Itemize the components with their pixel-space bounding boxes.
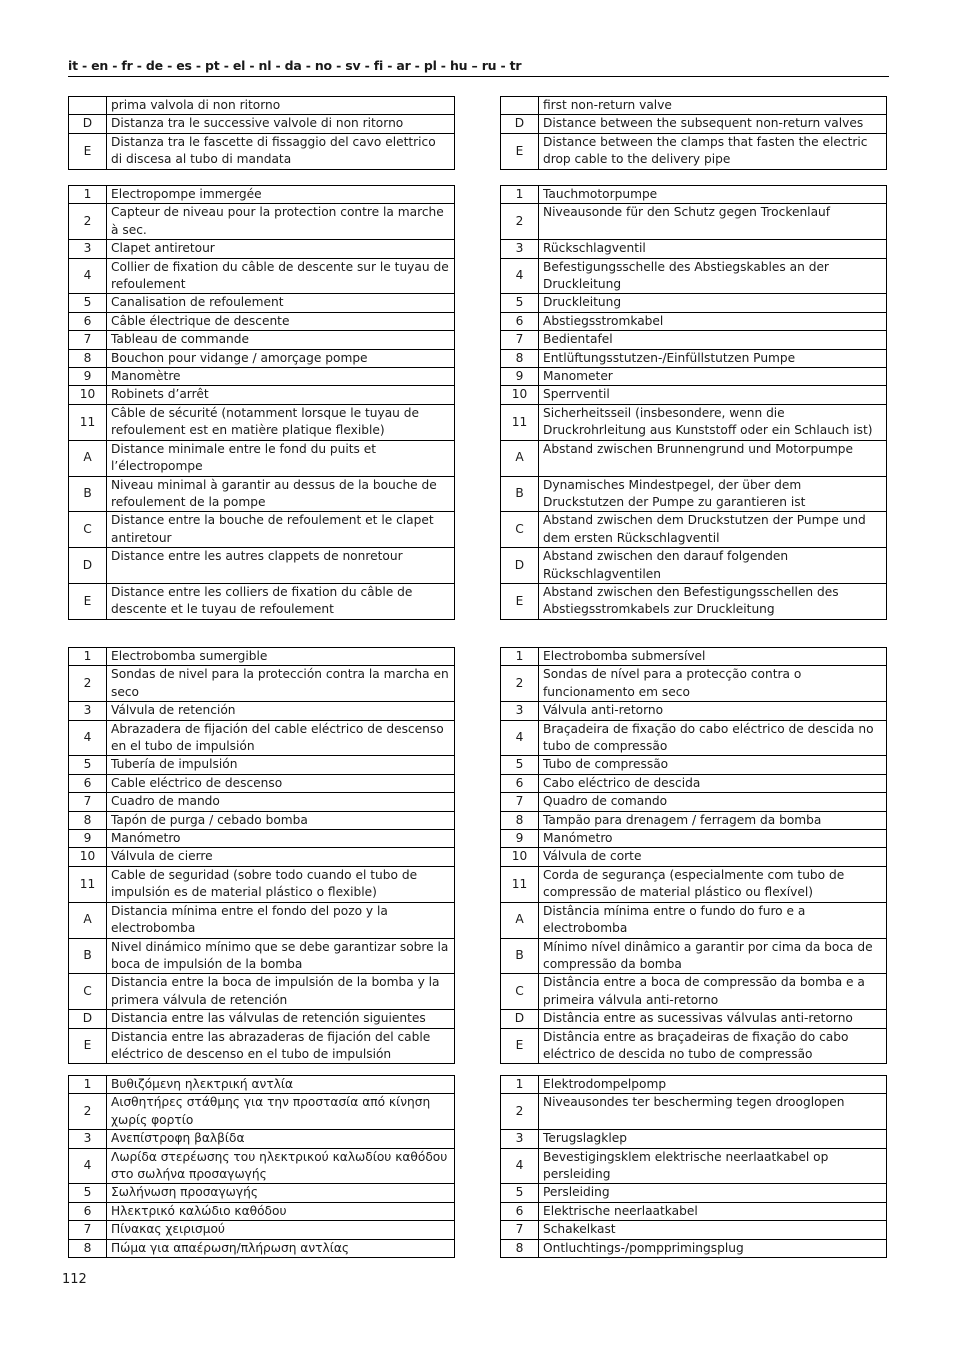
row-description: Manometer bbox=[539, 368, 887, 386]
table-row bbox=[69, 1239, 455, 1257]
row-key: 1 bbox=[501, 186, 539, 204]
row-key: 1 bbox=[501, 1076, 539, 1094]
row-description: Distance entre les autres clappets de nonretour bbox=[107, 548, 455, 584]
row-description: Válvula de retención bbox=[107, 702, 455, 720]
row-key: B bbox=[501, 938, 539, 974]
row-description: Electropompe immergée bbox=[107, 186, 455, 204]
row-description: Cable eléctrico de descenso bbox=[107, 774, 455, 792]
table-row bbox=[69, 720, 455, 756]
row-description: Distancia entre las válvulas de retención siguientes bbox=[107, 1010, 455, 1028]
legend-nl-block bbox=[500, 1075, 887, 1258]
row-description: Tubo de compressão bbox=[539, 756, 887, 774]
row-key: 3 bbox=[69, 1130, 107, 1148]
row-description: Câble électrique de descente bbox=[107, 312, 455, 330]
table-row bbox=[69, 1148, 455, 1184]
row-description: Ανεπίστροφη βαλβίδα bbox=[107, 1130, 455, 1148]
row-description: Bouchon pour vidange / amorçage pompe bbox=[107, 349, 455, 367]
table-row bbox=[501, 1094, 887, 1130]
table-row bbox=[69, 1184, 455, 1202]
row-key: 7 bbox=[69, 793, 107, 811]
table-row bbox=[69, 97, 455, 115]
table-row bbox=[69, 115, 455, 133]
row-description: Abstand zwischen den darauf folgenden Rückschlagventilen bbox=[539, 548, 887, 584]
row-description: Βυθιζόμενη ηλεκτρική αντλία bbox=[107, 1076, 455, 1094]
table-row bbox=[69, 666, 455, 702]
row-description: Distância entre as sucessivas válvulas anti-retorno bbox=[539, 1010, 887, 1028]
legend-table-el bbox=[68, 1075, 455, 1258]
row-description: Niveausonde für den Schutz gegen Trockenlauf bbox=[539, 204, 887, 240]
row-description: Tampão para drenagem / ferragem da bomba bbox=[539, 811, 887, 829]
row-description: Distância entre as braçadeiras de fixação do cabo eléctrico de descida no tubo de compressão bbox=[539, 1028, 887, 1064]
row-key: 3 bbox=[69, 702, 107, 720]
row-description: Válvula de cierre bbox=[107, 848, 455, 866]
legend-table-nl bbox=[500, 1075, 887, 1258]
table-row bbox=[69, 386, 455, 404]
row-description: Cabo eléctrico de descida bbox=[539, 774, 887, 792]
page-number: 112 bbox=[62, 1272, 87, 1287]
row-description: Distance between the subsequent non-return valves bbox=[539, 115, 887, 133]
table-row bbox=[69, 811, 455, 829]
row-description: Niveausondes ter bescherming tegen drooglopen bbox=[539, 1094, 887, 1130]
table-row bbox=[501, 440, 887, 476]
table-row bbox=[501, 512, 887, 548]
row-key: 7 bbox=[501, 1221, 539, 1239]
row-key: 10 bbox=[501, 848, 539, 866]
legend-table-de bbox=[500, 185, 887, 620]
row-key: 4 bbox=[501, 1148, 539, 1184]
row-key: A bbox=[501, 902, 539, 938]
table-row bbox=[69, 512, 455, 548]
table-row bbox=[501, 1028, 887, 1064]
table-row bbox=[501, 866, 887, 902]
row-key: E bbox=[501, 583, 539, 619]
table-row bbox=[501, 830, 887, 848]
row-key: 2 bbox=[501, 666, 539, 702]
table-row bbox=[501, 1202, 887, 1220]
row-description: Manomètre bbox=[107, 368, 455, 386]
row-key: E bbox=[501, 1028, 539, 1064]
row-key: 11 bbox=[501, 404, 539, 440]
row-key: 10 bbox=[69, 848, 107, 866]
row-description: Braçadeira de fixação do cabo eléctrico de descida no tubo de compressão bbox=[539, 720, 887, 756]
table-row bbox=[69, 548, 455, 584]
table-row bbox=[501, 811, 887, 829]
table-row bbox=[501, 404, 887, 440]
table-row bbox=[69, 1130, 455, 1148]
row-description: Abstiegsstromkabel bbox=[539, 312, 887, 330]
table-row bbox=[501, 1130, 887, 1148]
row-description: Canalisation de refoulement bbox=[107, 294, 455, 312]
row-key: E bbox=[69, 1028, 107, 1064]
row-key: C bbox=[501, 512, 539, 548]
row-description: Corda de segurança (especialmente com tubo de compressão de material plástico ou flexível) bbox=[539, 866, 887, 902]
row-key: D bbox=[501, 115, 539, 133]
row-description: first non-return valve bbox=[539, 97, 887, 115]
row-description: Cable de seguridad (sobre todo cuando el tubo de impulsión es de material plástico o flexible) bbox=[107, 866, 455, 902]
row-key: 5 bbox=[501, 1184, 539, 1202]
table-row bbox=[501, 1239, 887, 1257]
row-key: 1 bbox=[69, 1076, 107, 1094]
row-key: 3 bbox=[501, 702, 539, 720]
legend-el-block bbox=[68, 1075, 455, 1258]
legend-table-fr bbox=[68, 185, 455, 620]
row-key: 2 bbox=[69, 204, 107, 240]
row-key: 6 bbox=[69, 774, 107, 792]
row-key bbox=[501, 97, 539, 115]
row-key: 2 bbox=[69, 1094, 107, 1130]
row-key: 8 bbox=[501, 349, 539, 367]
table-row bbox=[69, 756, 455, 774]
row-key: 6 bbox=[69, 1202, 107, 1220]
table-row bbox=[501, 720, 887, 756]
row-key: 2 bbox=[501, 1094, 539, 1130]
table-row bbox=[69, 938, 455, 974]
row-description: Ηλεκτρικό καλώδιο καθόδου bbox=[107, 1202, 455, 1220]
table-row bbox=[501, 548, 887, 584]
table-row bbox=[69, 1010, 455, 1028]
row-key: 1 bbox=[501, 648, 539, 666]
table-row bbox=[501, 97, 887, 115]
table-row bbox=[69, 648, 455, 666]
legend-table-it bbox=[68, 96, 455, 170]
row-key: 5 bbox=[501, 756, 539, 774]
table-row bbox=[501, 974, 887, 1010]
row-key: 8 bbox=[501, 1239, 539, 1257]
row-key: 2 bbox=[69, 666, 107, 702]
row-description: Mínimo nível dinâmico a garantir por cima da boca de compressão da bomba bbox=[539, 938, 887, 974]
table-row bbox=[501, 240, 887, 258]
row-key: 6 bbox=[501, 312, 539, 330]
row-key: E bbox=[69, 583, 107, 619]
row-description: Rückschlagventil bbox=[539, 240, 887, 258]
row-key: 5 bbox=[69, 294, 107, 312]
row-description: Elektrodompelpomp bbox=[539, 1076, 887, 1094]
row-description: Distance entre la bouche de refoulement et le clapet antiretour bbox=[107, 512, 455, 548]
row-key: 11 bbox=[501, 866, 539, 902]
table-row bbox=[69, 349, 455, 367]
legend-es-block bbox=[68, 647, 455, 1064]
row-description: Tableau de commande bbox=[107, 331, 455, 349]
row-description: Distância mínima entre o fundo do furo e a electrobomba bbox=[539, 902, 887, 938]
table-row bbox=[501, 1076, 887, 1094]
row-description: Válvula anti-retorno bbox=[539, 702, 887, 720]
row-key bbox=[69, 97, 107, 115]
row-description: Elektrische neerlaatkabel bbox=[539, 1202, 887, 1220]
row-key: 8 bbox=[69, 1239, 107, 1257]
row-description: Electrobomba submersível bbox=[539, 648, 887, 666]
table-row bbox=[501, 848, 887, 866]
table-row bbox=[501, 386, 887, 404]
row-key: 7 bbox=[501, 793, 539, 811]
row-description: Sicherheitsseil (insbesondere, wenn die Druckrohrleitung aus Kunststoff oder ein Schlauch ist) bbox=[539, 404, 887, 440]
row-description: Distancia entre las abrazaderas de fijación del cable eléctrico de descenso en el tubo de impulsión bbox=[107, 1028, 455, 1064]
table-row bbox=[501, 1184, 887, 1202]
table-row bbox=[501, 1010, 887, 1028]
table-row bbox=[501, 902, 887, 938]
table-row bbox=[69, 1221, 455, 1239]
table-row bbox=[501, 756, 887, 774]
row-description: Abstand zwischen den Befestigungsschellen des Abstiegsstromkabels zur Druckleitung bbox=[539, 583, 887, 619]
row-description: Abstand zwischen dem Druckstutzen der Pumpe und dem ersten Rückschlagventil bbox=[539, 512, 887, 548]
row-description: Schakelkast bbox=[539, 1221, 887, 1239]
row-key: 10 bbox=[501, 386, 539, 404]
row-description: Capteur de niveau pour la protection contre la marche à sec. bbox=[107, 204, 455, 240]
row-description: Sondas de nível para a protecção contra o funcionamento em seco bbox=[539, 666, 887, 702]
row-description: Quadro de comando bbox=[539, 793, 887, 811]
table-row bbox=[501, 774, 887, 792]
row-key: 9 bbox=[501, 830, 539, 848]
row-key: 4 bbox=[501, 720, 539, 756]
table-row bbox=[69, 866, 455, 902]
row-key: D bbox=[69, 548, 107, 584]
row-description: Terugslagklep bbox=[539, 1130, 887, 1148]
table-row bbox=[69, 1028, 455, 1064]
row-key: C bbox=[69, 974, 107, 1010]
row-key: 8 bbox=[69, 811, 107, 829]
row-key: A bbox=[501, 440, 539, 476]
row-description: Câble de sécurité (notamment lorsque le tuyau de refoulement est en matière platique flexible) bbox=[107, 404, 455, 440]
table-row bbox=[501, 583, 887, 619]
row-description: Πίνακας χειρισμού bbox=[107, 1221, 455, 1239]
table-row bbox=[69, 848, 455, 866]
row-key: A bbox=[69, 902, 107, 938]
row-description: Collier de fixation du câble de descente sur le tuyau de refoulement bbox=[107, 258, 455, 294]
legend-fr-block bbox=[68, 185, 455, 620]
table-row bbox=[501, 312, 887, 330]
row-description: Abrazadera de fijación del cable eléctrico de descenso en el tubo de impulsión bbox=[107, 720, 455, 756]
row-description: Sperrventil bbox=[539, 386, 887, 404]
row-description: Πώμα για απαέρωση/πλήρωση αντλίας bbox=[107, 1239, 455, 1257]
row-description: Robinets d’arrêt bbox=[107, 386, 455, 404]
row-description: Αισθητήρες στάθμης για την προστασία από κίνηση χωρίς φορτίο bbox=[107, 1094, 455, 1130]
table-row bbox=[501, 476, 887, 512]
table-row bbox=[69, 974, 455, 1010]
row-key: 9 bbox=[501, 368, 539, 386]
row-description: Distanza tra le successive valvole di non ritorno bbox=[107, 115, 455, 133]
row-description: Ontluchtings-/pompprimingsplug bbox=[539, 1239, 887, 1257]
table-row bbox=[69, 440, 455, 476]
row-description: Λωρίδα στερέωσης του ηλεκτρικού καλωδίου καθόδου στο σωλήνα προσαγωγής bbox=[107, 1148, 455, 1184]
row-key: C bbox=[69, 512, 107, 548]
table-row bbox=[69, 702, 455, 720]
row-key: 9 bbox=[69, 368, 107, 386]
row-description: prima valvola di non ritorno bbox=[107, 97, 455, 115]
legend-en-block bbox=[500, 96, 887, 170]
row-description: Bevestigingsklem elektrische neerlaatkabel op persleiding bbox=[539, 1148, 887, 1184]
table-row bbox=[501, 186, 887, 204]
row-description: Distancia entre la boca de impulsión de la bomba y la primera válvula de retención bbox=[107, 974, 455, 1010]
table-row bbox=[501, 115, 887, 133]
row-description: Befestigungsschelle des Abstiegskables an der Druckleitung bbox=[539, 258, 887, 294]
row-key: 7 bbox=[69, 1221, 107, 1239]
row-description: Distance between the clamps that fasten the electric drop cable to the delivery pipe bbox=[539, 133, 887, 169]
table-row bbox=[501, 1148, 887, 1184]
table-row bbox=[501, 648, 887, 666]
row-description: Manómetro bbox=[539, 830, 887, 848]
row-key: B bbox=[501, 476, 539, 512]
row-description: Abstand zwischen Brunnengrund und Motorpumpe bbox=[539, 440, 887, 476]
row-key: A bbox=[69, 440, 107, 476]
table-row bbox=[69, 240, 455, 258]
row-key: 5 bbox=[501, 294, 539, 312]
table-row bbox=[501, 1221, 887, 1239]
row-key: 6 bbox=[501, 1202, 539, 1220]
row-description: Druckleitung bbox=[539, 294, 887, 312]
table-row bbox=[501, 702, 887, 720]
row-description: Sondas de nivel para la protección contra la marcha en seco bbox=[107, 666, 455, 702]
row-description: Electrobomba sumergible bbox=[107, 648, 455, 666]
table-row bbox=[501, 331, 887, 349]
row-key: 8 bbox=[501, 811, 539, 829]
table-row bbox=[69, 793, 455, 811]
table-row bbox=[69, 830, 455, 848]
table-row bbox=[501, 938, 887, 974]
table-row bbox=[501, 666, 887, 702]
legend-pt-block bbox=[500, 647, 887, 1064]
row-description: Persleiding bbox=[539, 1184, 887, 1202]
row-description: Distanza tra le fascette di fissaggio del cavo elettrico di discesa al tubo di mandata bbox=[107, 133, 455, 169]
table-row bbox=[69, 331, 455, 349]
row-description: Nivel dinámico mínimo que se debe garantizar sobre la boca de impulsión de la bomba bbox=[107, 938, 455, 974]
row-key: D bbox=[69, 115, 107, 133]
row-key: 5 bbox=[69, 756, 107, 774]
row-key: 3 bbox=[69, 240, 107, 258]
table-row bbox=[69, 204, 455, 240]
row-description: Manómetro bbox=[107, 830, 455, 848]
row-description: Σωλήνωση προσαγωγής bbox=[107, 1184, 455, 1202]
row-key: 4 bbox=[69, 258, 107, 294]
row-description: Dynamisches Mindestpegel, der über dem Druckstutzen der Pumpe zu garantieren ist bbox=[539, 476, 887, 512]
legend-table-es bbox=[68, 647, 455, 1064]
row-key: 7 bbox=[501, 331, 539, 349]
table-row bbox=[69, 1094, 455, 1130]
row-key: 3 bbox=[501, 240, 539, 258]
row-key: B bbox=[69, 476, 107, 512]
row-key: 10 bbox=[69, 386, 107, 404]
table-row bbox=[69, 1202, 455, 1220]
row-description: Tapón de purga / cebado bomba bbox=[107, 811, 455, 829]
row-key: 2 bbox=[501, 204, 539, 240]
row-key: C bbox=[501, 974, 539, 1010]
row-key: 3 bbox=[501, 1130, 539, 1148]
row-key: B bbox=[69, 938, 107, 974]
row-description: Tubería de impulsión bbox=[107, 756, 455, 774]
table-row bbox=[69, 476, 455, 512]
row-key: E bbox=[69, 133, 107, 169]
row-key: D bbox=[69, 1010, 107, 1028]
table-row bbox=[69, 368, 455, 386]
row-key: 6 bbox=[69, 312, 107, 330]
row-description: Entlüftungsstutzen-/Einfüllstutzen Pumpe bbox=[539, 349, 887, 367]
row-key: 11 bbox=[69, 866, 107, 902]
table-row bbox=[501, 204, 887, 240]
table-row bbox=[69, 258, 455, 294]
row-key: 5 bbox=[69, 1184, 107, 1202]
row-key: D bbox=[501, 548, 539, 584]
table-row bbox=[501, 294, 887, 312]
table-row bbox=[69, 186, 455, 204]
table-row bbox=[69, 294, 455, 312]
row-description: Válvula de corte bbox=[539, 848, 887, 866]
row-key: 4 bbox=[69, 720, 107, 756]
language-header: it - en - fr - de - es - pt - el - nl - da - no - sv - fi - ar - pl - hu – ru - tr bbox=[68, 58, 889, 77]
table-row bbox=[501, 368, 887, 386]
row-description: Distancia mínima entre el fondo del pozo y la electrobomba bbox=[107, 902, 455, 938]
row-key: 1 bbox=[69, 648, 107, 666]
row-description: Clapet antiretour bbox=[107, 240, 455, 258]
row-description: Cuadro de mando bbox=[107, 793, 455, 811]
legend-de-block bbox=[500, 185, 887, 620]
row-description: Distance entre les colliers de fixation du câble de descente et le tuyau de refoulement bbox=[107, 583, 455, 619]
row-key: 8 bbox=[69, 349, 107, 367]
row-description: Distance minimale entre le fond du puits et l’électropompe bbox=[107, 440, 455, 476]
legend-table-pt bbox=[500, 647, 887, 1064]
table-row bbox=[501, 133, 887, 169]
table-row bbox=[69, 404, 455, 440]
row-key: 6 bbox=[501, 774, 539, 792]
table-row bbox=[69, 774, 455, 792]
table-row bbox=[69, 583, 455, 619]
row-key: 4 bbox=[501, 258, 539, 294]
row-description: Tauchmotorpumpe bbox=[539, 186, 887, 204]
row-description: Distância entre a boca de compressão da bomba e a primeira válvula anti-retorno bbox=[539, 974, 887, 1010]
row-key: D bbox=[501, 1010, 539, 1028]
row-key: 4 bbox=[69, 1148, 107, 1184]
legend-table-en bbox=[500, 96, 887, 170]
row-key: 11 bbox=[69, 404, 107, 440]
table-row bbox=[501, 793, 887, 811]
table-row bbox=[69, 312, 455, 330]
row-key: 1 bbox=[69, 186, 107, 204]
legend-it-block bbox=[68, 96, 455, 170]
row-key: E bbox=[501, 133, 539, 169]
row-description: Bedientafel bbox=[539, 331, 887, 349]
table-row bbox=[501, 349, 887, 367]
table-row bbox=[501, 258, 887, 294]
table-row bbox=[69, 1076, 455, 1094]
table-row bbox=[69, 133, 455, 169]
row-key: 9 bbox=[69, 830, 107, 848]
row-description: Niveau minimal à garantir au dessus de la bouche de refoulement de la pompe bbox=[107, 476, 455, 512]
row-key: 7 bbox=[69, 331, 107, 349]
table-row bbox=[69, 902, 455, 938]
